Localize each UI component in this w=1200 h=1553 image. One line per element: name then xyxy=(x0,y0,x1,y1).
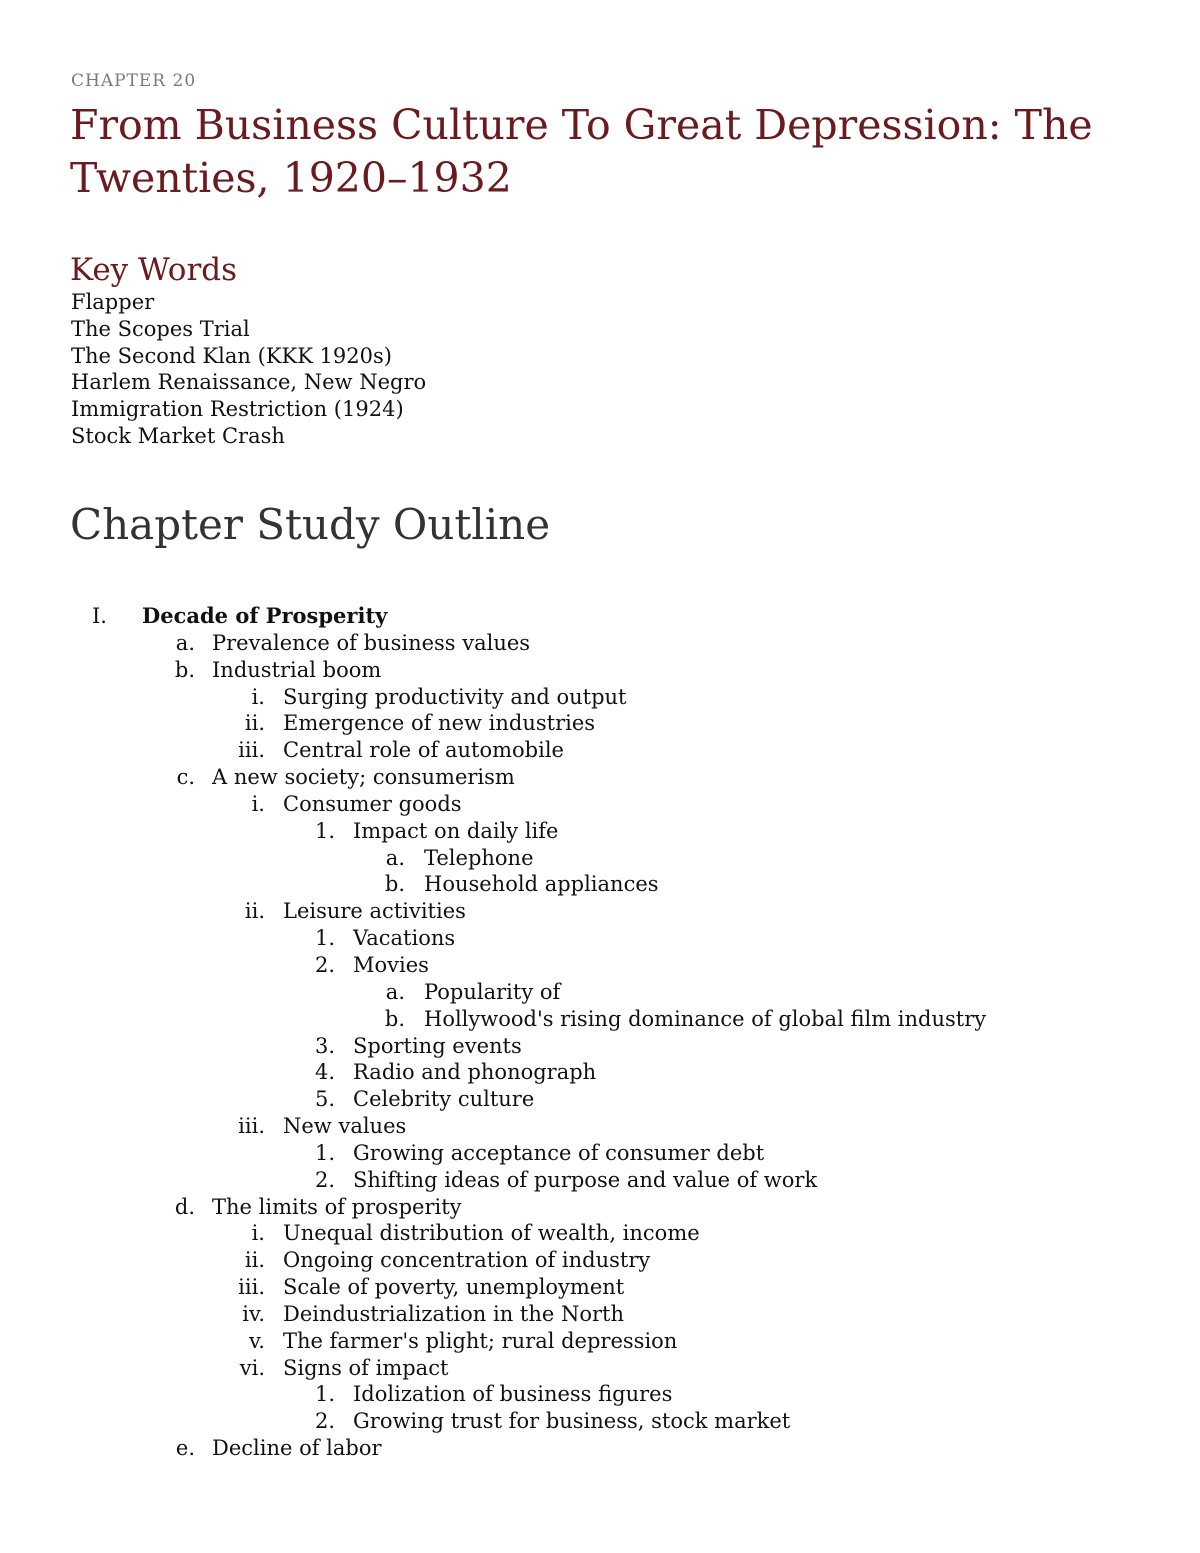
outline-item xyxy=(0,1220,1200,1247)
outline-item xyxy=(0,630,1200,657)
outline-marker: v. xyxy=(248,1328,265,1353)
outline-text: Prevalence of business values xyxy=(212,630,531,655)
outline-marker: ii. xyxy=(244,711,265,736)
outline-text: A new society; consumerism xyxy=(212,765,515,790)
outline-item xyxy=(0,1408,1200,1435)
outline-marker: iii. xyxy=(238,738,265,763)
outline-item xyxy=(0,1328,1200,1355)
outline-item xyxy=(0,1194,1200,1221)
outline-marker: c. xyxy=(176,765,195,790)
outline-item xyxy=(0,1435,1200,1462)
outline-marker: i. xyxy=(251,1221,265,1246)
outline-item xyxy=(0,791,1200,818)
outline-item xyxy=(0,1247,1200,1274)
outline-text: Industrial boom xyxy=(212,657,382,682)
chapter-label: CHAPTER 20 xyxy=(71,71,197,91)
outline-item xyxy=(0,871,1200,898)
outline-text: Popularity of xyxy=(424,979,561,1004)
outline-item xyxy=(0,1381,1200,1408)
outline-item xyxy=(0,1274,1200,1301)
study-outline xyxy=(0,603,1200,1462)
outline-text: Radio and phonograph xyxy=(353,1060,597,1085)
outline-text: Telephone xyxy=(424,845,534,870)
outline-marker: 1. xyxy=(314,1382,335,1407)
outline-marker: 1. xyxy=(314,1140,335,1165)
key-words-heading: Key Words xyxy=(70,252,238,288)
outline-text: Household appliances xyxy=(424,872,659,897)
outline-text: Idolization of business figures xyxy=(353,1382,673,1407)
outline-marker: iii. xyxy=(238,1114,265,1139)
outline-marker: I. xyxy=(92,604,107,628)
outline-text: Scale of poverty, unemployment xyxy=(283,1275,625,1300)
outline-text: Consumer goods xyxy=(283,791,462,816)
outline-item xyxy=(0,1086,1200,1113)
outline-marker: b. xyxy=(384,1006,405,1031)
outline-marker: a. xyxy=(385,845,405,870)
outline-text: Emergence of new industries xyxy=(283,711,596,736)
outline-item xyxy=(0,1355,1200,1382)
outline-marker: 1. xyxy=(314,926,335,951)
outline-text: Hollywood's rising dominance of global film industry xyxy=(424,1006,987,1031)
outline-marker: ii. xyxy=(244,1248,265,1273)
outline-marker: i. xyxy=(251,791,265,816)
outline-item xyxy=(0,764,1200,791)
outline-text: Growing acceptance of consumer debt xyxy=(353,1140,765,1165)
outline-item xyxy=(0,898,1200,925)
outline-item xyxy=(0,684,1200,711)
outline-text: Decade of Prosperity xyxy=(142,603,388,628)
outline-item xyxy=(0,710,1200,737)
key-word-item: Flapper xyxy=(71,290,155,314)
outline-item xyxy=(0,1167,1200,1194)
outline-item xyxy=(0,1006,1200,1033)
outline-marker: i. xyxy=(251,684,265,709)
page-title: From Business Culture To Great Depression: The Twenties, 1920–1932 xyxy=(70,101,1093,202)
outline-text: Movies xyxy=(353,952,429,977)
outline-text: Growing trust for business, stock market xyxy=(353,1409,791,1434)
outline-text: Unequal distribution of wealth, income xyxy=(283,1221,700,1246)
outline-marker: e. xyxy=(175,1436,195,1461)
outline-item xyxy=(0,979,1200,1006)
outline-item xyxy=(0,737,1200,764)
key-word-item: The Second Klan (KKK 1920s) xyxy=(71,343,392,368)
outline-marker: 2. xyxy=(314,1167,335,1192)
outline-text: Central role of automobile xyxy=(283,738,564,763)
outline-item xyxy=(0,925,1200,952)
key-word-item: Harlem Renaissance, New Negro xyxy=(71,370,427,395)
outline-item xyxy=(0,603,1200,630)
outline-item xyxy=(0,952,1200,979)
outline-item xyxy=(0,1113,1200,1140)
outline-text: Vacations xyxy=(353,926,456,951)
outline-text: Leisure activities xyxy=(283,899,466,924)
outline-marker: 3. xyxy=(314,1033,335,1058)
outline-marker: 2. xyxy=(314,1409,335,1434)
outline-item xyxy=(0,1059,1200,1086)
outline-marker: b. xyxy=(384,872,405,897)
outline-text: Decline of labor xyxy=(212,1436,382,1461)
outline-item xyxy=(0,845,1200,872)
outline-text: Shifting ideas of purpose and value of work xyxy=(353,1167,818,1192)
outline-item xyxy=(0,1140,1200,1167)
outline-text: The farmer's plight; rural depression xyxy=(283,1328,678,1353)
outline-text: Celebrity culture xyxy=(353,1087,535,1112)
outline-heading: Chapter Study Outline xyxy=(70,500,551,549)
outline-text: The limits of prosperity xyxy=(212,1194,462,1219)
outline-text: Surging productivity and output xyxy=(283,684,627,709)
key-words-list xyxy=(71,289,426,450)
outline-marker: ii. xyxy=(244,899,265,924)
outline-item xyxy=(0,657,1200,684)
outline-marker: 1. xyxy=(314,818,335,843)
outline-marker: d. xyxy=(174,1194,195,1219)
outline-text: Impact on daily life xyxy=(353,818,559,843)
outline-item xyxy=(0,1301,1200,1328)
outline-marker: iii. xyxy=(238,1275,265,1300)
key-word-item: Stock Market Crash xyxy=(71,423,285,448)
outline-text: Sporting events xyxy=(353,1033,522,1058)
outline-marker: 5. xyxy=(314,1087,335,1112)
outline-item xyxy=(0,818,1200,845)
outline-text: New values xyxy=(283,1114,407,1139)
outline-marker: a. xyxy=(175,630,195,655)
outline-marker: a. xyxy=(385,979,405,1004)
outline-text: Signs of impact xyxy=(283,1355,449,1380)
outline-marker: b. xyxy=(174,657,195,682)
outline-marker: 4. xyxy=(314,1060,335,1085)
outline-marker: 2. xyxy=(314,952,335,977)
key-word-item: Immigration Restriction (1924) xyxy=(71,397,404,422)
key-word-item: The Scopes Trial xyxy=(71,316,250,341)
outline-marker: iv. xyxy=(242,1301,265,1326)
outline-marker: vi. xyxy=(239,1355,265,1380)
outline-item xyxy=(0,1033,1200,1060)
outline-text: Ongoing concentration of industry xyxy=(283,1248,651,1273)
outline-text: Deindustrialization in the North xyxy=(283,1301,624,1326)
